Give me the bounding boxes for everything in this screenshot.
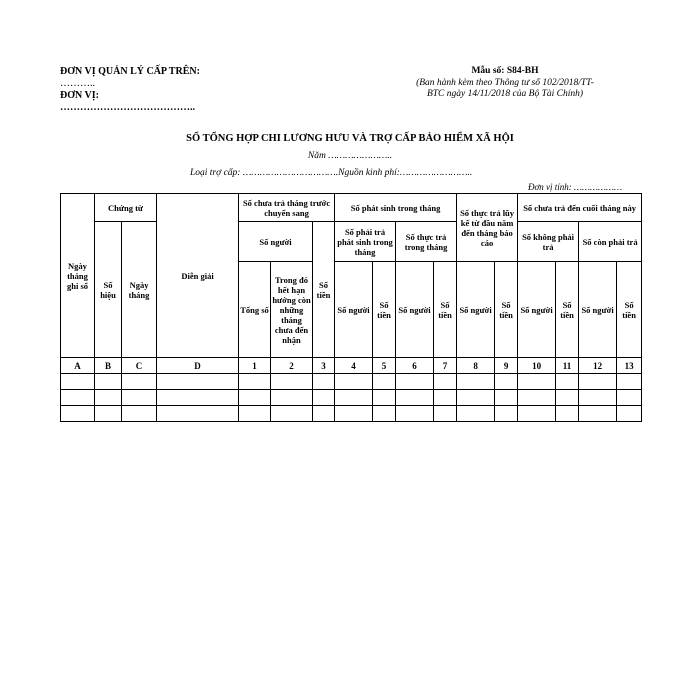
- year-line: Năm …………………..: [307, 151, 393, 161]
- col-amount-arising: Số tiền: [373, 262, 396, 358]
- superior-unit-dots: ………..: [60, 78, 95, 89]
- col-amount-not-payable: Số tiền: [556, 262, 579, 358]
- col-people-arising: Số người: [335, 262, 373, 358]
- col-people-still-payable: Số người: [579, 262, 617, 358]
- col-total: Tổng số: [239, 262, 271, 358]
- column-code: 1: [239, 358, 271, 374]
- column-code-row: [61, 358, 642, 374]
- column-code: 13: [617, 358, 642, 374]
- col-expired-unreceived: Trong đó hết hạn hướng còn những tháng chưa đến nhận: [271, 262, 313, 358]
- document-title: SỔ TỔNG HỢP CHI LƯƠNG HƯU VÀ TRỢ CẤP BẢO HIỂM XÃ HỘI: [186, 133, 514, 144]
- col-unpaid-prev: Số chưa trả tháng trước chuyển sang: [239, 194, 335, 222]
- column-code: 6: [396, 358, 434, 374]
- table-row: [61, 374, 642, 390]
- column-code: C: [122, 358, 157, 374]
- column-code: A: [61, 358, 95, 374]
- issued-line-1: (Ban hành kèm theo Thông tư số 102/2018/TT-: [416, 77, 594, 88]
- col-people: Số người: [239, 222, 313, 262]
- column-code: 5: [373, 358, 396, 374]
- col-people-paid: Số người: [396, 262, 434, 358]
- column-code: 12: [579, 358, 617, 374]
- column-code: 11: [556, 358, 579, 374]
- table-row: [61, 390, 642, 406]
- superior-unit-label: ĐƠN VỊ QUẢN LÝ CẤP TRÊN:: [60, 66, 200, 77]
- unit-label: ĐƠN VỊ:: [60, 90, 99, 101]
- col-description: Diễn giải: [157, 194, 239, 358]
- col-amount-still-payable: Số tiền: [617, 262, 642, 358]
- col-payable-arising: Số phải trả phát sinh trong tháng: [335, 222, 396, 262]
- unit-of-measure: Đơn vị tính: ………………: [528, 182, 623, 192]
- header-left: [60, 66, 200, 114]
- column-code: D: [157, 358, 239, 374]
- column-code: 8: [457, 358, 495, 374]
- table-row: [61, 406, 642, 422]
- column-code: 3: [313, 358, 335, 374]
- col-date-recorded: Ngày tháng ghi sổ: [61, 194, 95, 358]
- col-voucher: Chứng từ: [95, 194, 157, 222]
- col-still-payable: Số còn phải trả: [579, 222, 642, 262]
- col-arising: Số phát sinh trong tháng: [335, 194, 457, 222]
- col-no-longer-payable: Số không phải trả: [518, 222, 579, 262]
- unit-dots: …………………………………..: [60, 102, 195, 113]
- allowance-funding-line: Loại trợ cấp: …………………………….Nguồn kinh phí:……………………..: [190, 168, 473, 178]
- col-unpaid-end: Số chưa trả đến cuối tháng này: [518, 194, 642, 222]
- header-right: [400, 66, 610, 101]
- ledger-table: [60, 193, 642, 422]
- col-paid-in-month: Số thực trả trong tháng: [396, 222, 457, 262]
- column-code: 4: [335, 358, 373, 374]
- col-amount-paid: Số tiền: [434, 262, 457, 358]
- issued-line-2: BTC ngày 14/11/2018 của Bộ Tài Chính): [426, 89, 584, 99]
- column-code: 7: [434, 358, 457, 374]
- col-people-cumulative: Số người: [457, 262, 495, 358]
- col-paid-cumulative: Số thực trả lũy kế từ đầu năm đến tháng báo cáo: [457, 194, 518, 262]
- col-people-not-payable: Số người: [518, 262, 556, 358]
- column-code: 2: [271, 358, 313, 374]
- col-amount-prev: Số tiền: [313, 222, 335, 358]
- column-code: 9: [495, 358, 518, 374]
- col-voucher-no: Số hiệu: [95, 222, 122, 358]
- form-number: Mẫu số: S84-BH: [471, 66, 539, 76]
- col-amount-cumulative: Số tiền: [495, 262, 518, 358]
- column-code: B: [95, 358, 122, 374]
- col-voucher-date: Ngày tháng: [122, 222, 157, 358]
- column-code: 10: [518, 358, 556, 374]
